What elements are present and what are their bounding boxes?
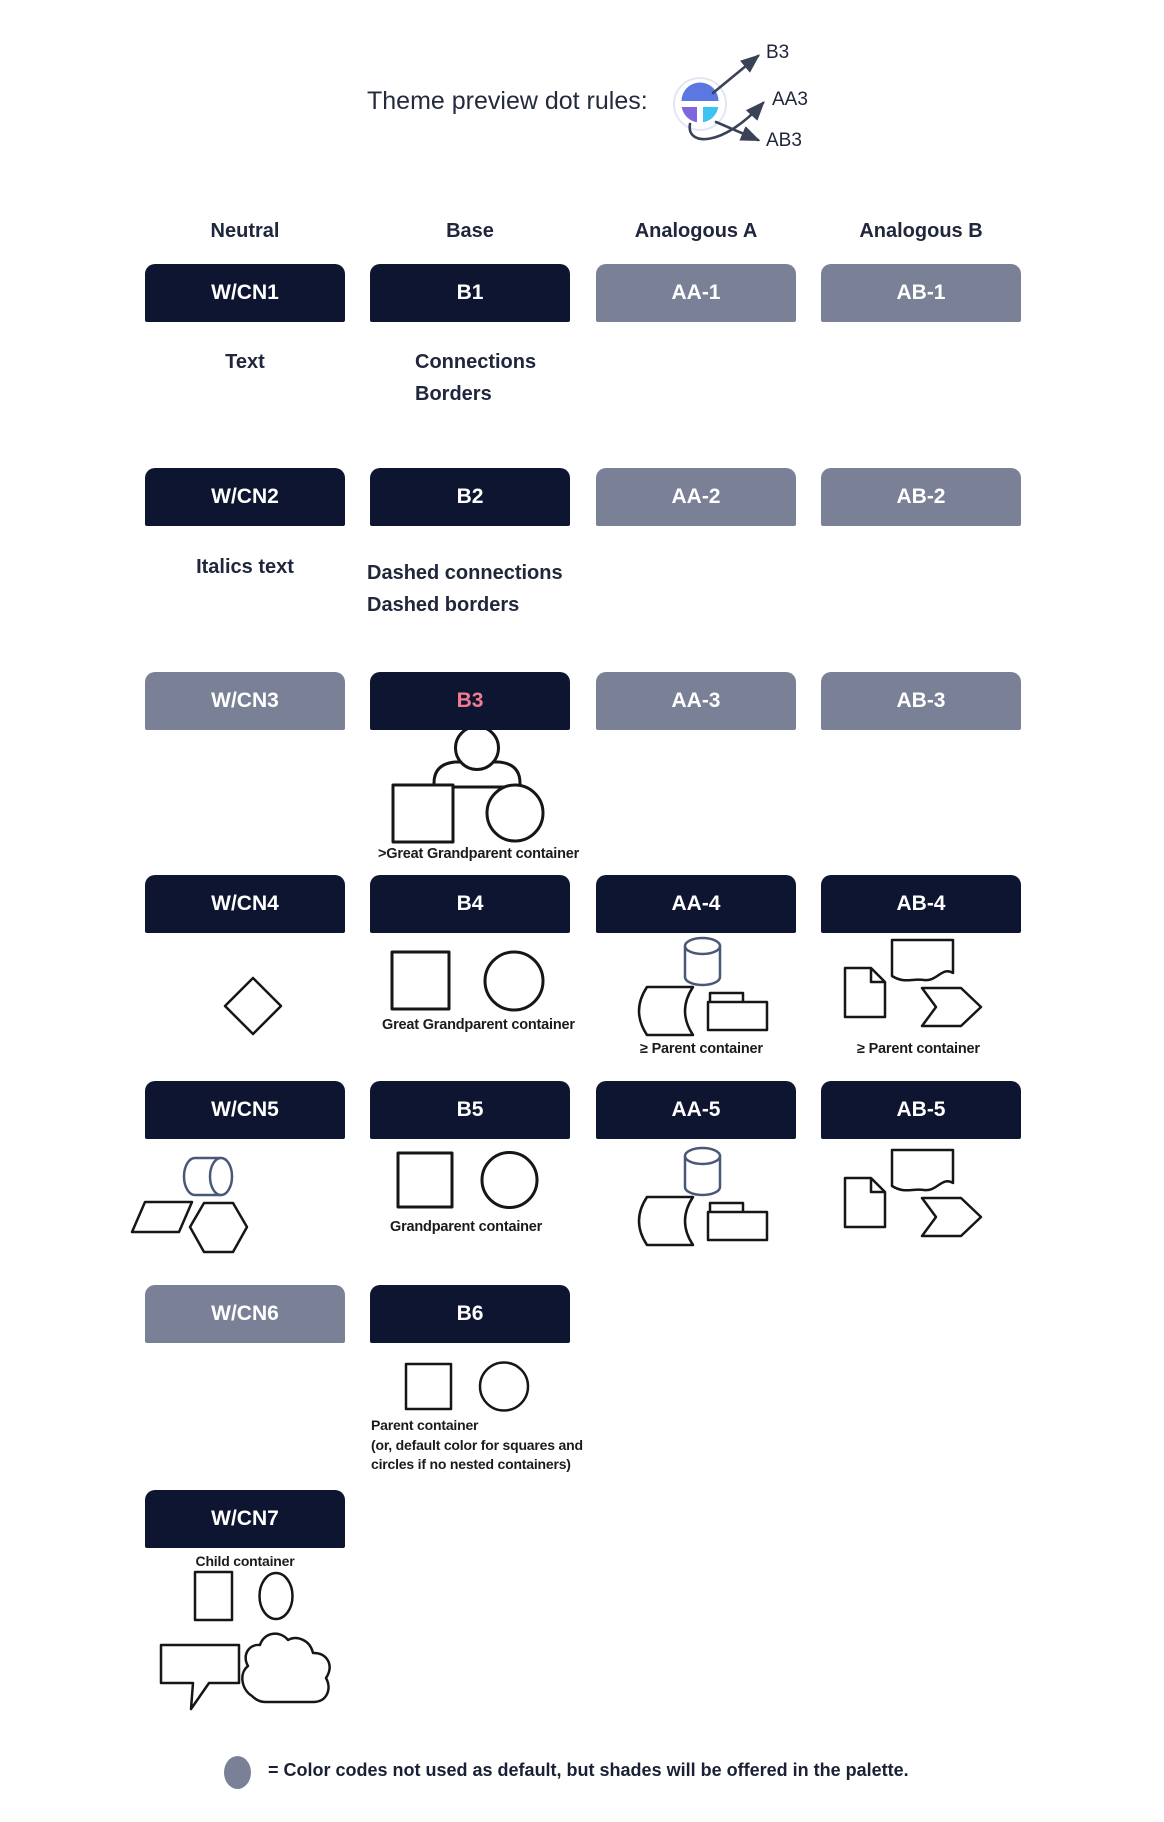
aa4-shape-group bbox=[625, 930, 790, 1040]
note-b6-line3: circles if no nested containers) bbox=[371, 1456, 571, 1472]
column-header-analogous-a: Analogous A bbox=[634, 220, 758, 242]
ellipse-shape bbox=[260, 1573, 293, 1619]
badge-wcn5: W/CN5 bbox=[145, 1081, 345, 1139]
badge-aa3: AA-3 bbox=[596, 672, 796, 730]
note-dashed bbox=[367, 557, 563, 621]
note-borders: Borders bbox=[415, 383, 492, 405]
person-head-shape bbox=[456, 727, 499, 770]
circle-shape bbox=[482, 1153, 537, 1208]
chevron-shape bbox=[922, 1198, 981, 1236]
wcn7-shape-group bbox=[155, 1565, 345, 1715]
note-b6-line2: (or, default color for squares and bbox=[371, 1436, 583, 1453]
arrow-to-b3 bbox=[713, 56, 758, 93]
cylinder-top-shape bbox=[685, 938, 720, 954]
badge-aa2: AA-2 bbox=[596, 468, 796, 526]
dot-segment-analogous-a bbox=[682, 107, 697, 122]
badge-aa4: AA-4 bbox=[596, 875, 796, 933]
b3-shape-group bbox=[380, 723, 580, 853]
circle-shape bbox=[487, 785, 543, 841]
tabbed-rect-shape bbox=[708, 1212, 767, 1240]
wcn4-shape-group bbox=[222, 975, 284, 1037]
note-text: Text bbox=[225, 351, 265, 373]
circle-shape bbox=[485, 952, 543, 1010]
badge-b6: B6 bbox=[370, 1285, 570, 1343]
badge-wcn2: W/CN2 bbox=[145, 468, 345, 526]
note-connections: Connections bbox=[415, 351, 537, 373]
badge-wcn6: W/CN6 bbox=[145, 1285, 345, 1343]
wavy-document-shape bbox=[892, 1150, 953, 1190]
wcn5-shape-group bbox=[125, 1150, 310, 1260]
dot-label-aa3: AA3 bbox=[772, 89, 808, 110]
badge-b5: B5 bbox=[370, 1081, 570, 1139]
note-dashed-connections: Dashed connections bbox=[367, 562, 563, 584]
document-shape bbox=[845, 1178, 885, 1227]
badge-b2: B2 bbox=[370, 468, 570, 526]
badge-aa1: AA-1 bbox=[596, 264, 796, 322]
badge-wcn4: W/CN4 bbox=[145, 875, 345, 933]
note-b6-line1: Parent container bbox=[371, 1417, 479, 1433]
column-header-base: Base bbox=[446, 220, 494, 242]
page-title: Theme preview dot rules: bbox=[367, 87, 648, 115]
note-wcn7: Child container bbox=[195, 1553, 295, 1569]
cloud-shape bbox=[242, 1634, 329, 1702]
stored-data-shape bbox=[639, 1197, 693, 1245]
ab4-shape-group bbox=[840, 930, 1005, 1040]
chevron-shape bbox=[922, 988, 981, 1026]
note-b6 bbox=[371, 1416, 583, 1475]
badge-ab1: AB-1 bbox=[821, 264, 1021, 322]
badge-ab3: AB-3 bbox=[821, 672, 1021, 730]
parallelogram-shape bbox=[132, 1202, 192, 1232]
badge-ab5: AB-5 bbox=[821, 1081, 1021, 1139]
badge-wcn1: W/CN1 bbox=[145, 264, 345, 322]
note-italics-text: Italics text bbox=[196, 556, 294, 578]
column-header-analogous-b: Analogous B bbox=[859, 220, 983, 242]
dot-label-ab3: AB3 bbox=[766, 130, 802, 151]
note-aa4: ≥ Parent container bbox=[640, 1041, 763, 1057]
badge-b1: B1 bbox=[370, 264, 570, 322]
wavy-document-shape bbox=[892, 940, 953, 980]
square-shape bbox=[398, 1153, 452, 1207]
dot-segment-analogous-b bbox=[703, 107, 718, 122]
badge-aa5: AA-5 bbox=[596, 1081, 796, 1139]
dot-label-b3: B3 bbox=[766, 42, 790, 63]
tabbed-rect-shape bbox=[708, 1002, 767, 1030]
note-dashed-borders: Dashed borders bbox=[367, 594, 520, 616]
aa5-shape-group bbox=[625, 1140, 790, 1250]
horizontal-cylinder-end-shape bbox=[210, 1158, 232, 1195]
b5-shape-group bbox=[390, 1145, 560, 1215]
square-shape bbox=[392, 952, 449, 1009]
stored-data-shape bbox=[639, 987, 693, 1035]
b4-shape-group bbox=[385, 945, 585, 1020]
note-connections-borders bbox=[415, 346, 536, 410]
small-square-shape bbox=[195, 1572, 232, 1620]
badge-wcn3: W/CN3 bbox=[145, 672, 345, 730]
hexagon-shape bbox=[190, 1203, 247, 1252]
badge-ab2: AB-2 bbox=[821, 468, 1021, 526]
circle-shape bbox=[480, 1363, 528, 1411]
speech-bubble-shape bbox=[161, 1645, 239, 1709]
b6-shape-group bbox=[400, 1358, 540, 1414]
square-shape bbox=[406, 1364, 451, 1409]
note-b4: Great Grandparent container bbox=[382, 1017, 575, 1033]
square-shape bbox=[393, 785, 453, 842]
legend-text: = Color codes not used as default, but shades will be offered in the palette. bbox=[268, 1760, 909, 1780]
badge-wcn7: W/CN7 bbox=[145, 1490, 345, 1548]
legend-dot bbox=[224, 1756, 251, 1789]
note-b5: Grandparent container bbox=[390, 1219, 543, 1235]
note-b3: >Great Grandparent container bbox=[378, 846, 580, 862]
badge-b4: B4 bbox=[370, 875, 570, 933]
cylinder-top-shape bbox=[685, 1148, 720, 1164]
badge-b3: B3 bbox=[370, 672, 570, 730]
column-header-neutral: Neutral bbox=[210, 220, 280, 242]
note-ab4: ≥ Parent container bbox=[857, 1041, 980, 1057]
diamond-shape bbox=[225, 978, 281, 1034]
badge-ab4: AB-4 bbox=[821, 875, 1021, 933]
ab5-shape-group bbox=[840, 1140, 1005, 1250]
document-shape bbox=[845, 968, 885, 1017]
